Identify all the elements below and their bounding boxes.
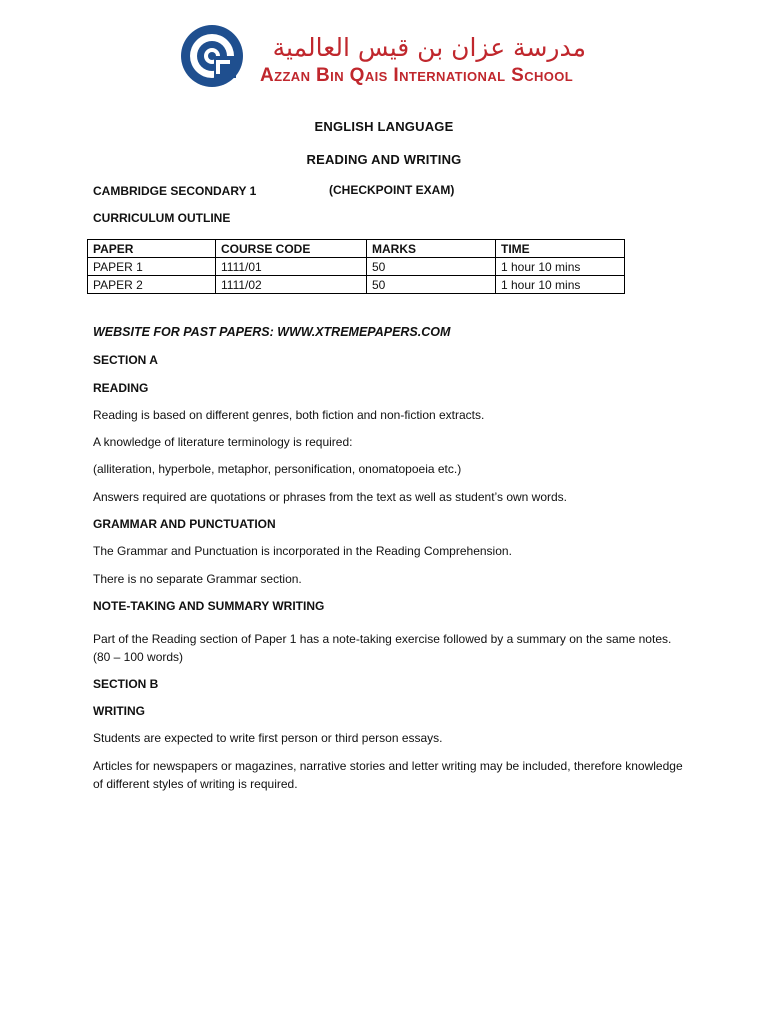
school-name-english: Azzan Bin Qais International School	[260, 65, 574, 86]
outline-heading: CURRICULUM OUTLINE	[93, 211, 231, 225]
exam-name: (CHECKPOINT EXAM)	[329, 183, 455, 197]
writing-paragraph: Students are expected to write first person or third person essays.	[93, 731, 443, 745]
grammar-heading: GRAMMAR AND PUNCTUATION	[93, 517, 276, 531]
table-cell: PAPER 2	[88, 276, 216, 294]
section-b-heading: SECTION B	[93, 677, 159, 691]
table-row	[88, 276, 625, 294]
writing-paragraph: Articles for newspapers or magazines, narrative stories and letter writing may be included, therefore knowledge of different styles of writing is required.	[93, 759, 683, 791]
table-header-cell: MARKS	[367, 240, 496, 258]
document-component: READING AND WRITING	[306, 152, 462, 167]
school-logo-icon	[180, 24, 244, 88]
writing-heading: WRITING	[93, 704, 145, 718]
table-cell: 1111/01	[216, 258, 367, 276]
note-taking-paragraph: Part of the Reading section of Paper 1 has a note-taking exercise followed by a summary on the same notes. (80 – 100 words)	[93, 632, 672, 664]
table-row	[88, 258, 625, 276]
table-cell: 1 hour 10 mins	[496, 276, 625, 294]
note-taking-heading: NOTE-TAKING AND SUMMARY WRITING	[93, 599, 325, 613]
reading-paragraph: Reading is based on different genres, both fiction and non-fiction extracts.	[93, 408, 485, 422]
programme-name: CAMBRIDGE SECONDARY 1	[93, 184, 257, 198]
school-header	[180, 20, 590, 90]
table-cell: 1111/02	[216, 276, 367, 294]
table-cell: PAPER 1	[88, 258, 216, 276]
table-cell: 50	[367, 276, 496, 294]
table-header-cell: COURSE CODE	[216, 240, 367, 258]
website-line: WEBSITE FOR PAST PAPERS: WWW.XTREMEPAPERS.COM	[93, 325, 451, 339]
table-header-cell: TIME	[496, 240, 625, 258]
grammar-paragraph: There is no separate Grammar section.	[93, 572, 302, 586]
table-header-row	[88, 240, 625, 258]
table-cell: 1 hour 10 mins	[496, 258, 625, 276]
reading-paragraph: A knowledge of literature terminology is required:	[93, 435, 353, 449]
reading-paragraph: (alliteration, hyperbole, metaphor, personification, onomatopoeia etc.)	[93, 462, 462, 476]
school-name-arabic: مدرسة عزان بن قيس العالمية	[272, 33, 586, 62]
section-a-heading: SECTION A	[93, 353, 158, 367]
reading-heading: READING	[93, 381, 149, 395]
curriculum-table	[87, 239, 625, 294]
reading-paragraph: Answers required are quotations or phrases from the text as well as student’s own words.	[93, 490, 568, 504]
table-cell: 50	[367, 258, 496, 276]
document-subject: ENGLISH LANGUAGE	[314, 119, 454, 134]
table-header-cell: PAPER	[88, 240, 216, 258]
grammar-paragraph: The Grammar and Punctuation is incorporated in the Reading Comprehension.	[93, 544, 512, 558]
